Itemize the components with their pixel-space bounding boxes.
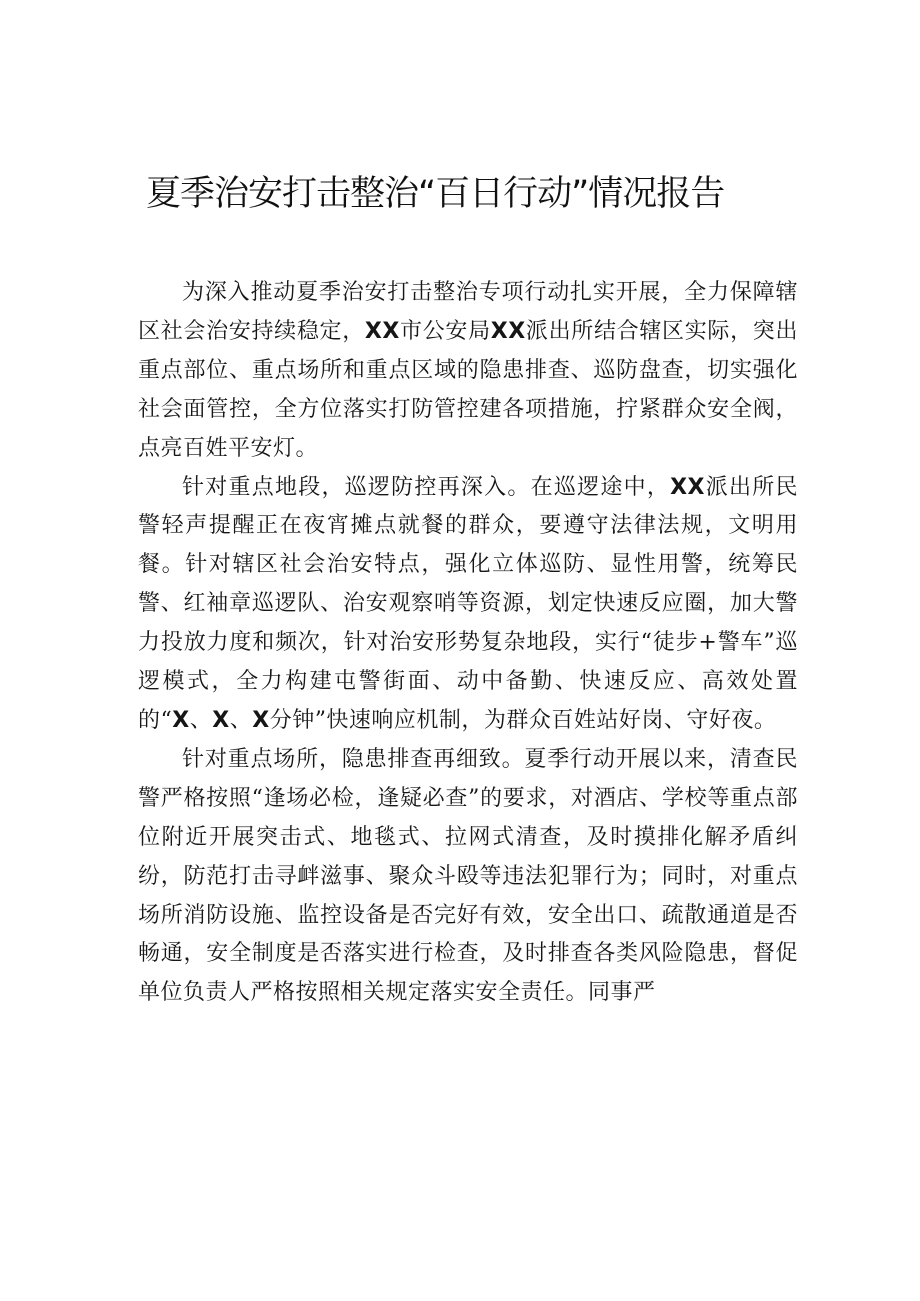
document-title: 夏季治安打击整治“百日行动”情况报告 <box>146 174 725 214</box>
document-body <box>138 274 798 1013</box>
paragraph-inspection: 针对重点场所，隐患排查再细致。夏季行动开展以来，清查民警严格按照“逢场必检，逢疑必查”的要求，对酒店、学校等重点部位附近开展突击式、地毯式、拉网式清查，及时摸排化解矛盾纠纷，防范打击寻衅滋事、聚众斗殴等违法犯罪行为；同时，对重点场所消防设施、监控设备是否完好有效，安全出口、疏散通道是否畅通，安全制度是否落实进行检查，及时排查各类风险隐患，督促单位负责人严格按照相关规定落实安全责任。同事严 <box>138 746 798 1006</box>
paragraph-patrol: 针对重点地段，巡逻防控再深入。在巡逻途中，XX派出所民警轻声提醒正在夜宵摊点就餐的群众，要遵守法律法规，文明用餐。针对辖区社会治安特点，强化立体巡防、显性用警，统筹民警、红袖章巡逻队、治安观察哨等资源，划定快速反应圈，加大警力投放力度和频次，针对治安形势复杂地段，实行“徒步+警车”巡逻模式，全力构建屯警街面、动中备勤、快速反应、高效处置的“X、X、X分钟”快速响应机制，为群众百姓站好岗、守好夜。 <box>138 474 798 733</box>
paragraph-intro: 为深入推动夏季治安打击整治专项行动扎实开展，全力保障辖区社会治安持续稳定，XX市公安局XX派出所结合辖区实际，突出重点部位、重点场所和重点区域的隐患排查、巡防盘查，切实强化社会面管控，全方位落实打防管控建各项措施，拧紧群众安全阀，点亮百姓平安灯。 <box>138 280 798 461</box>
